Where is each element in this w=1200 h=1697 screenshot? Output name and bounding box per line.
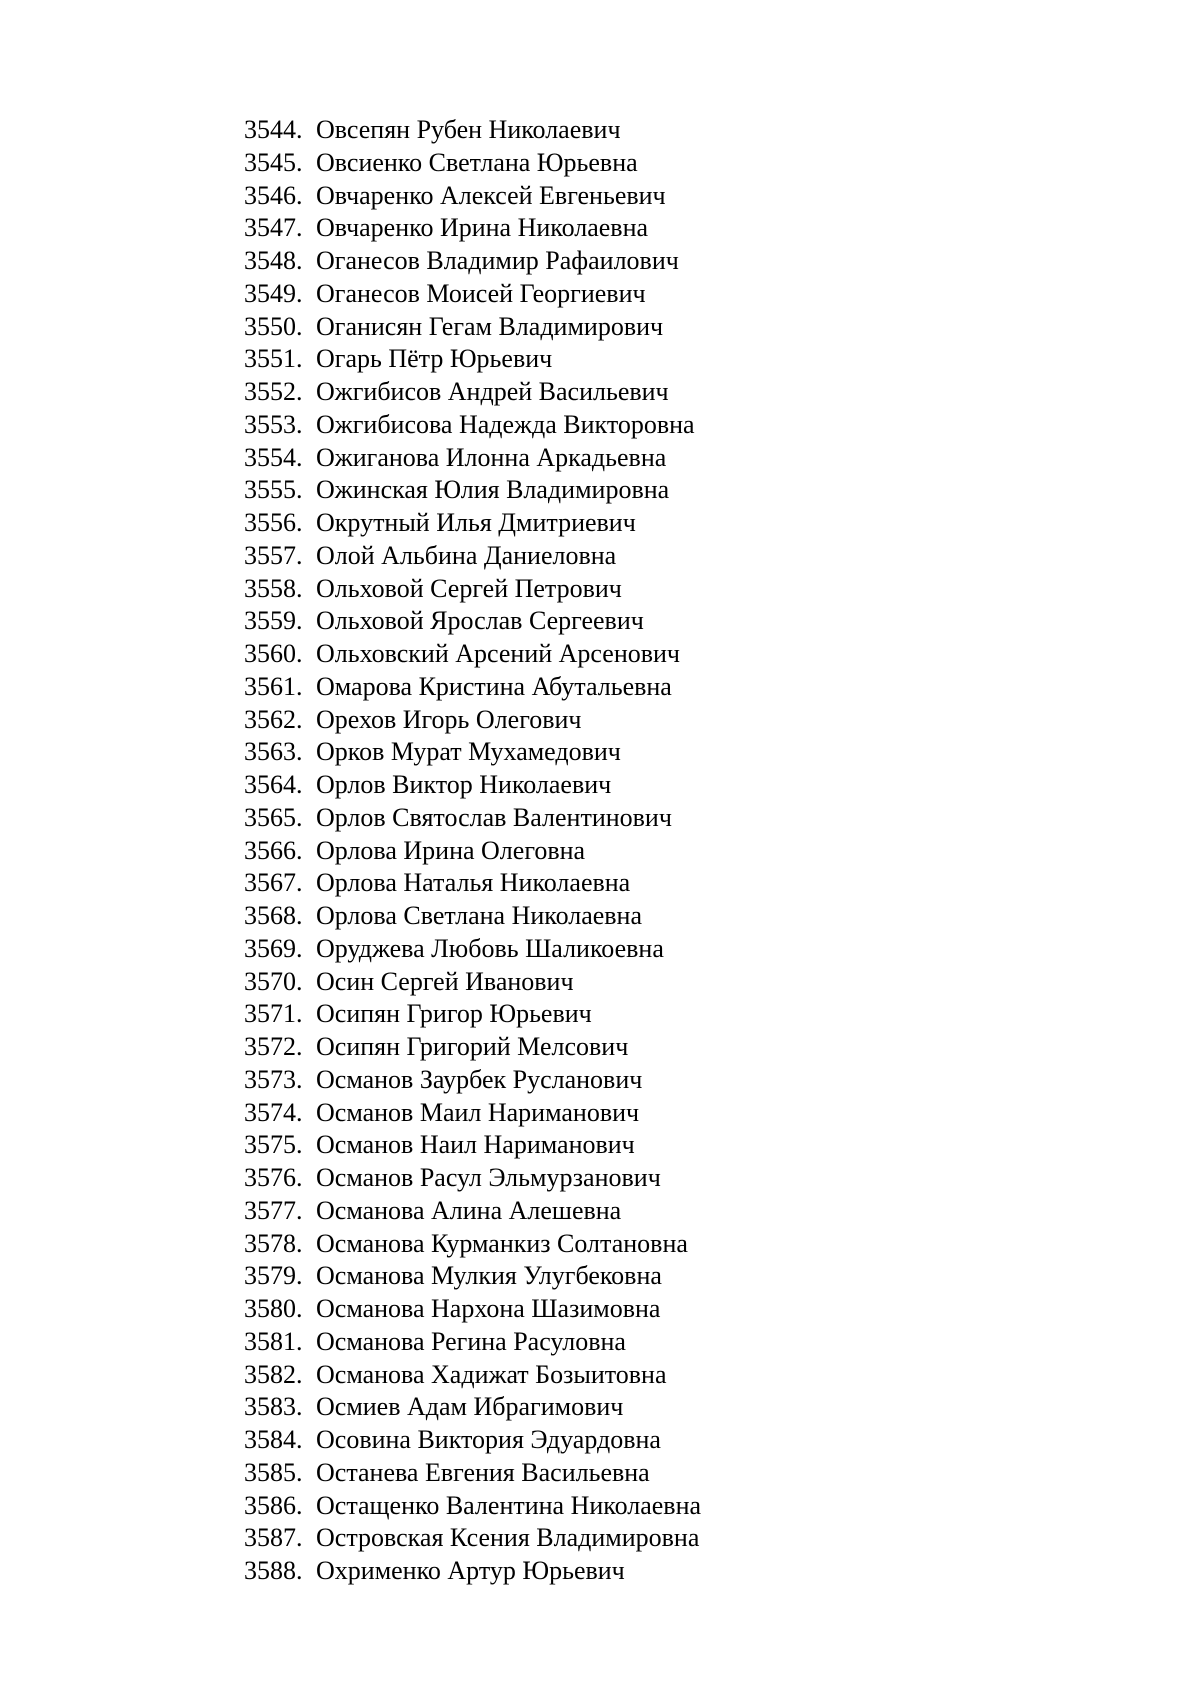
entry-number: 3570. — [244, 966, 303, 996]
entry-number: 3582. — [244, 1359, 303, 1389]
entry-name: Овсепян Рубен Николаевич — [316, 115, 621, 144]
list-item — [244, 573, 701, 606]
entry-number: 3560. — [244, 639, 303, 668]
list-item — [244, 704, 701, 737]
list-item — [244, 1391, 701, 1424]
list-item — [244, 671, 701, 704]
list-item — [244, 1522, 701, 1555]
entry-number: 3579. — [244, 1261, 303, 1291]
entry-number: 3569. — [244, 933, 303, 963]
entry-number: 3587. — [244, 1523, 303, 1553]
list-item — [244, 867, 701, 900]
list-item — [244, 474, 701, 507]
entry-number: 3583. — [244, 1392, 303, 1422]
entry-name: Османов Расул Эльмурзанович — [316, 1163, 661, 1192]
entry-number: 3555. — [244, 475, 303, 505]
entry-number: 3565. — [244, 802, 303, 832]
entry-name: Османова Нархона Шазимовна — [316, 1294, 661, 1323]
entry-number: 3566. — [244, 835, 303, 865]
list-item — [244, 540, 701, 573]
entry-number: 3551. — [244, 344, 303, 374]
entry-name: Островская Ксения Владимировна — [316, 1523, 700, 1553]
entry-name: Ожиганова Илонна Аркадьевна — [316, 442, 667, 472]
entry-name: Ольховой Ярослав Сергеевич — [316, 606, 644, 636]
list-item — [244, 376, 701, 409]
entry-name: Ольховой Сергей Петрович — [316, 573, 622, 603]
entry-name: Олой Альбина Даниеловна — [316, 540, 617, 570]
entry-name: Орков Мурат Мухамедович — [316, 737, 621, 767]
entry-name: Ольховский Арсений Арсенович — [316, 639, 681, 668]
entry-number: 3575. — [244, 1130, 303, 1160]
list-item — [244, 1031, 701, 1064]
entry-number: 3558. — [244, 573, 303, 603]
list-item — [244, 769, 701, 802]
entry-number: 3548. — [244, 246, 303, 275]
entry-number: 3557. — [244, 540, 303, 570]
entry-name: Орлова Светлана Николаевна — [316, 901, 643, 930]
entry-number: 3552. — [244, 377, 303, 406]
entry-name: Овчаренко Алексей Евгеньевич — [316, 180, 666, 210]
entry-name: Остащенко Валентина Николаевна — [316, 1490, 702, 1520]
entry-number: 3545. — [244, 147, 303, 177]
entry-name: Ожинская Юлия Владимировна — [316, 475, 670, 505]
list-item — [244, 736, 701, 769]
entry-name: Омарова Кристина Абутальевна — [316, 671, 672, 701]
entry-number: 3561. — [244, 671, 303, 701]
list-item — [244, 933, 701, 966]
entry-name: Орлов Виктор Николаевич — [316, 770, 612, 799]
entry-name: Османова Мулкия Улугбековна — [316, 1261, 662, 1291]
entry-name: Оганесов Моисей Георгиевич — [316, 278, 646, 308]
entry-name: Охрименко Артур Юрьевич — [316, 1556, 625, 1585]
list-item — [244, 212, 701, 245]
entry-name: Османова Регина Расуловна — [316, 1326, 626, 1356]
entry-number: 3576. — [244, 1163, 303, 1192]
entry-name: Османов Наил Нариманович — [316, 1130, 635, 1160]
entry-number: 3568. — [244, 901, 303, 930]
entry-number: 3571. — [244, 999, 303, 1029]
entry-name: Осипян Григор Юрьевич — [316, 999, 592, 1029]
list-item — [244, 180, 701, 213]
list-item — [244, 1162, 701, 1195]
entry-number: 3585. — [244, 1457, 303, 1487]
entry-number: 3574. — [244, 1097, 303, 1127]
entry-number: 3588. — [244, 1556, 303, 1585]
entry-name: Османова Алина Алешевна — [316, 1195, 622, 1225]
list-item — [244, 1129, 701, 1162]
entry-name: Осовина Виктория Эдуардовна — [316, 1425, 661, 1454]
list-item — [244, 507, 701, 540]
entry-name: Оруджева Любовь Шаликоевна — [316, 933, 664, 963]
list-item — [244, 900, 701, 933]
entry-number: 3563. — [244, 737, 303, 767]
entry-name: Ожгибисов Андрей Васильевич — [316, 377, 669, 406]
entry-number: 3546. — [244, 180, 303, 210]
entry-number: 3544. — [244, 115, 303, 144]
list-item — [244, 311, 701, 344]
entry-number: 3580. — [244, 1294, 303, 1323]
list-item — [244, 835, 701, 868]
entry-name: Османова Хадижат Бозыитовна — [316, 1359, 667, 1389]
entry-number: 3547. — [244, 213, 303, 243]
entry-name: Орлова Наталья Николаевна — [316, 868, 631, 898]
list-item — [244, 638, 701, 671]
list-item — [244, 114, 701, 147]
entry-name: Орехов Игорь Олегович — [316, 704, 582, 734]
entry-name: Орлова Ирина Олеговна — [316, 835, 586, 865]
entry-name: Османов Заурбек Русланович — [316, 1064, 643, 1094]
entry-number: 3567. — [244, 868, 303, 898]
list-item — [244, 1064, 701, 1097]
entry-name: Османов Маил Нариманович — [316, 1097, 640, 1127]
list-item — [244, 1490, 701, 1523]
list-item — [244, 147, 701, 180]
list-item — [244, 802, 701, 835]
list-item — [244, 1260, 701, 1293]
entry-number: 3564. — [244, 770, 303, 799]
entry-number: 3584. — [244, 1425, 303, 1454]
list-item — [244, 998, 701, 1031]
entry-name: Окрутный Илья Дмитриевич — [316, 508, 636, 537]
list-item — [244, 1195, 701, 1228]
entry-number: 3553. — [244, 409, 303, 439]
entry-number: 3549. — [244, 278, 303, 308]
list-item — [244, 1359, 701, 1392]
entry-name: Овсиенко Светлана Юрьевна — [316, 147, 638, 177]
entry-name: Орлов Святослав Валентинович — [316, 802, 672, 832]
entry-name: Ожгибисова Надежда Викторовна — [316, 409, 695, 439]
entry-number: 3554. — [244, 442, 303, 472]
entry-number: 3578. — [244, 1228, 303, 1258]
entry-name: Останева Евгения Васильевна — [316, 1457, 650, 1487]
name-list — [244, 114, 701, 1588]
entry-name: Осипян Григорий Мелсович — [316, 1032, 629, 1061]
entry-number: 3559. — [244, 606, 303, 636]
entry-name: Огарь Пётр Юрьевич — [316, 344, 553, 374]
entry-name: Осин Сергей Иванович — [316, 966, 574, 996]
entry-number: 3550. — [244, 311, 303, 341]
entry-name: Османова Курманкиз Солтановна — [316, 1228, 688, 1258]
entry-number: 3586. — [244, 1490, 303, 1520]
entry-name: Овчаренко Ирина Николаевна — [316, 213, 649, 243]
entry-number: 3556. — [244, 508, 303, 537]
entry-number: 3573. — [244, 1064, 303, 1094]
list-item — [244, 1457, 701, 1490]
list-item — [244, 1555, 701, 1588]
entry-name: Осмиев Адам Ибрагимович — [316, 1392, 624, 1422]
list-item — [244, 1424, 701, 1457]
list-item — [244, 245, 701, 278]
list-item — [244, 1228, 701, 1261]
entry-number: 3562. — [244, 704, 303, 734]
entry-number: 3572. — [244, 1032, 303, 1061]
list-item — [244, 409, 701, 442]
entry-number: 3577. — [244, 1195, 303, 1225]
list-item — [244, 605, 701, 638]
entry-name: Оганисян Гегам Владимирович — [316, 311, 664, 341]
entry-number: 3581. — [244, 1326, 303, 1356]
entry-name: Оганесов Владимир Рафаилович — [316, 246, 679, 275]
list-item — [244, 1293, 701, 1326]
list-item — [244, 278, 701, 311]
list-item — [244, 343, 701, 376]
list-item — [244, 966, 701, 999]
list-item — [244, 1326, 701, 1359]
list-item — [244, 1097, 701, 1130]
list-item — [244, 442, 701, 475]
